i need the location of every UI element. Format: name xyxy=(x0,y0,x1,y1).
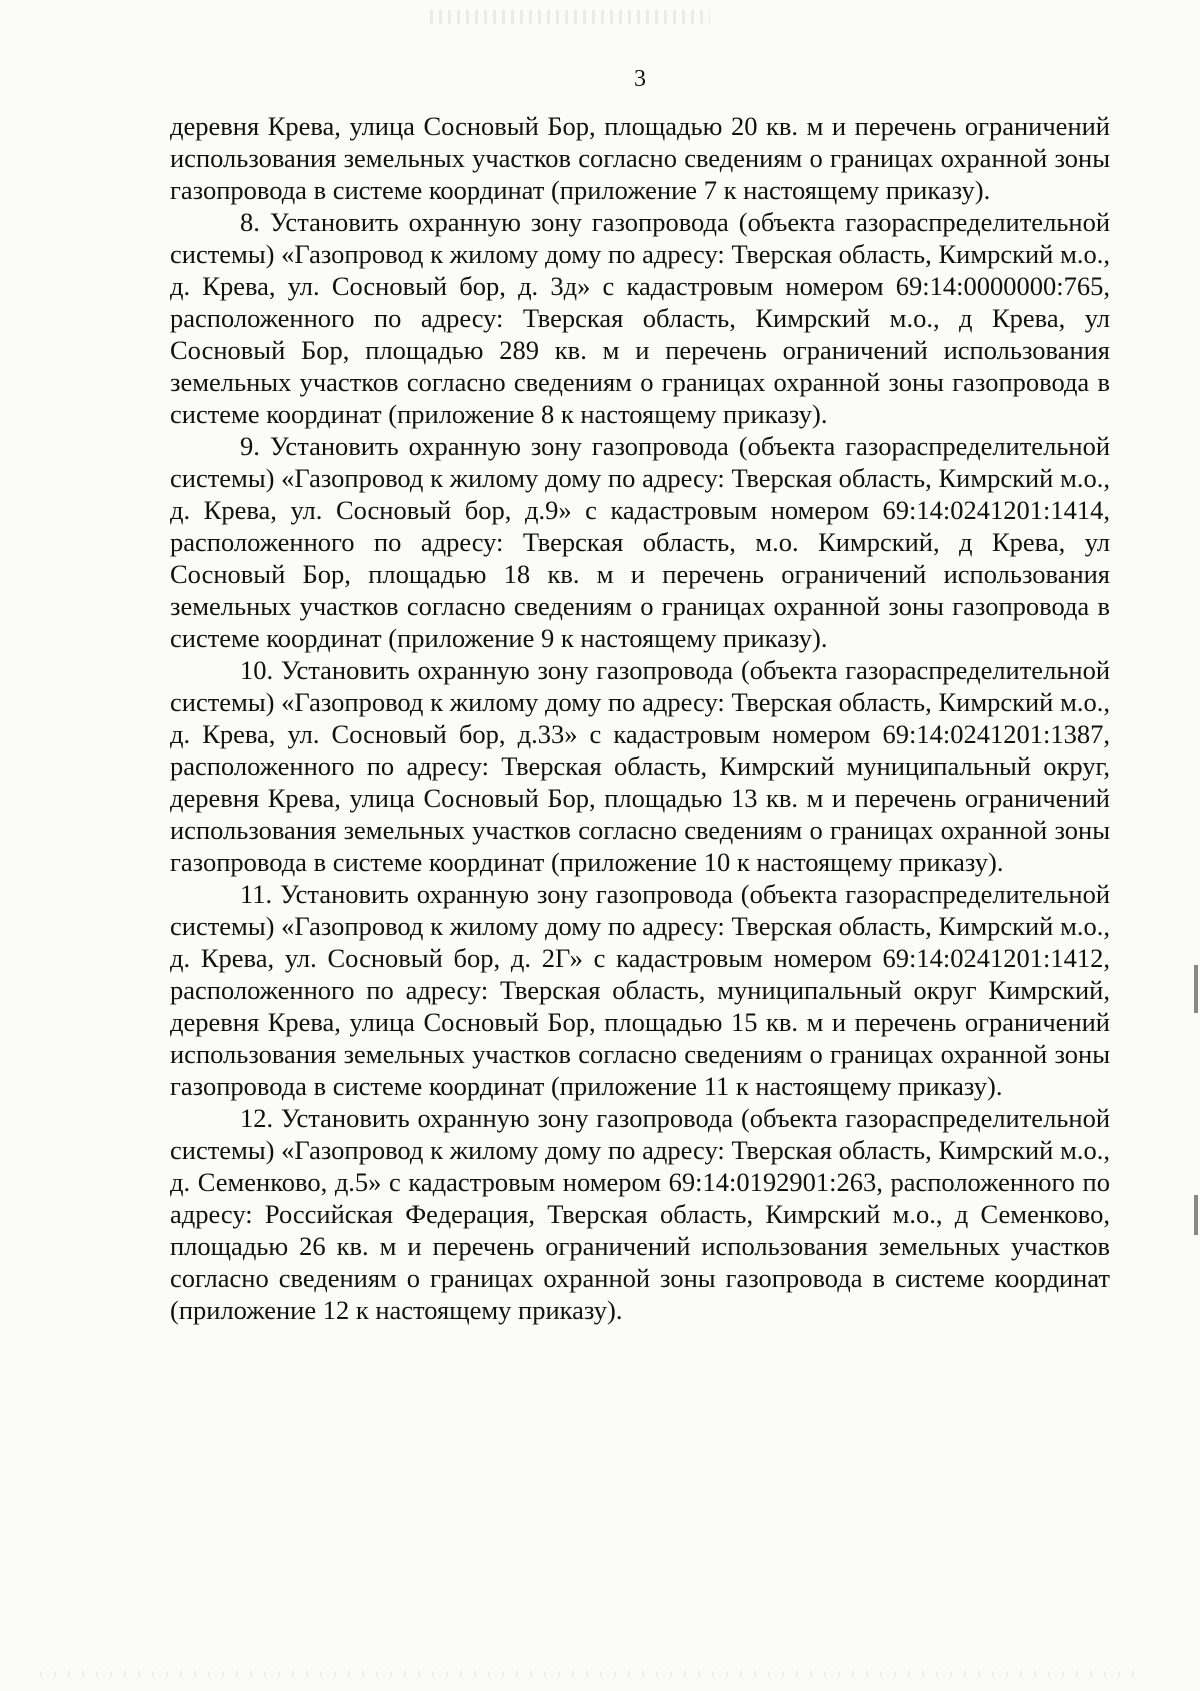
paragraph-item-10: 10. Установить охранную зону газопровода (объекта газораспределительной системы) «Газопровод к жилому дому по адресу: Тверская область, Кимрский м.о., д. Крева, ул. Сосновый бор, д.33» с кадастровым номером 69:14:0241201:1387, расположенного по адресу: Тверская область, Кимрский муниципальный округ, деревня Крева, улица Сосновый Бор, площадью 13 кв. м и перечень ограничений использования земельных участков согласно сведениям о границах охранной зоны газопровода в системе координат (приложение 10 к настоящему приказу). xyxy=(170,655,1110,877)
paragraph-item-8: 8. Установить охранную зону газопровода (объекта газораспределительной системы) «Газопровод к жилому дому по адресу: Тверская область, Кимрский м.о., д. Крева, ул. Сосновый бор, д. 3д» с кадастровым номером 69:14:0000000:765, расположенного по адресу: Тверская область, Кимрский м.о., д Крева, ул Сосновый Бор, площадью 289 кв. м и перечень ограничений использования земельных участков согласно сведениям о границах охранной зоны газопровода в системе координат (приложение 8 к настоящему приказу). xyxy=(170,207,1110,429)
document-body xyxy=(170,110,1110,1326)
paragraph-continuation: деревня Крева, улица Сосновый Бор, площадью 20 кв. м и перечень ограничений использования земельных участков согласно сведениям о границах охранной зоны газопровода в системе координат (приложение 7 к настоящему приказу). xyxy=(170,111,1110,205)
page-number: 3 xyxy=(634,66,646,92)
paragraph-item-9: 9. Установить охранную зону газопровода (объекта газораспределительной системы) «Газопровод к жилому дому по адресу: Тверская область, Кимрский м.о., д. Крева, ул. Сосновый бор, д.9» с кадастровым номером 69:14:0241201:1414, расположенного по адресу: Тверская область, м.о. Кимрский, д Крева, ул Сосновый Бор, площадью 18 кв. м и перечень ограничений использования земельных участков согласно сведениям о границах охранной зоны газопровода в системе координат (приложение 9 к настоящему приказу). xyxy=(170,431,1110,653)
paragraph-item-12: 12. Установить охранную зону газопровода (объекта газораспределительной системы) «Газопровод к жилому дому по адресу: Тверская область, Кимрский м.о., д. Семенково, д.5» с кадастровым номером 69:14:0192901:263, расположенного по адресу: Российская Федерация, Тверская область, Кимрский м.о., д Семенково, площадью 26 кв. м и перечень ограничений использования земельных участков согласно сведениям о границах охранной зоны газопровода в системе координат (приложение 12 к настоящему приказу). xyxy=(170,1103,1110,1325)
scan-edge-mark xyxy=(1194,1195,1198,1235)
scan-edge-mark xyxy=(1194,965,1198,1013)
scan-artifact xyxy=(430,10,710,24)
scan-artifact xyxy=(40,1671,1140,1677)
paragraph-item-11: 11. Установить охранную зону газопровода (объекта газораспределительной системы) «Газопровод к жилому дому по адресу: Тверская область, Кимрский м.о., д. Крева, ул. Сосновый бор, д. 2Г» с кадастровым номером 69:14:0241201:1412, расположенного по адресу: Тверская область, муниципальный округ Кимрский, деревня Крева, улица Сосновый Бор, площадью 15 кв. м и перечень ограничений использования земельных участков согласно сведениям о границах охранной зоны газопровода в системе координат (приложение 11 к настоящему приказу). xyxy=(170,879,1110,1101)
